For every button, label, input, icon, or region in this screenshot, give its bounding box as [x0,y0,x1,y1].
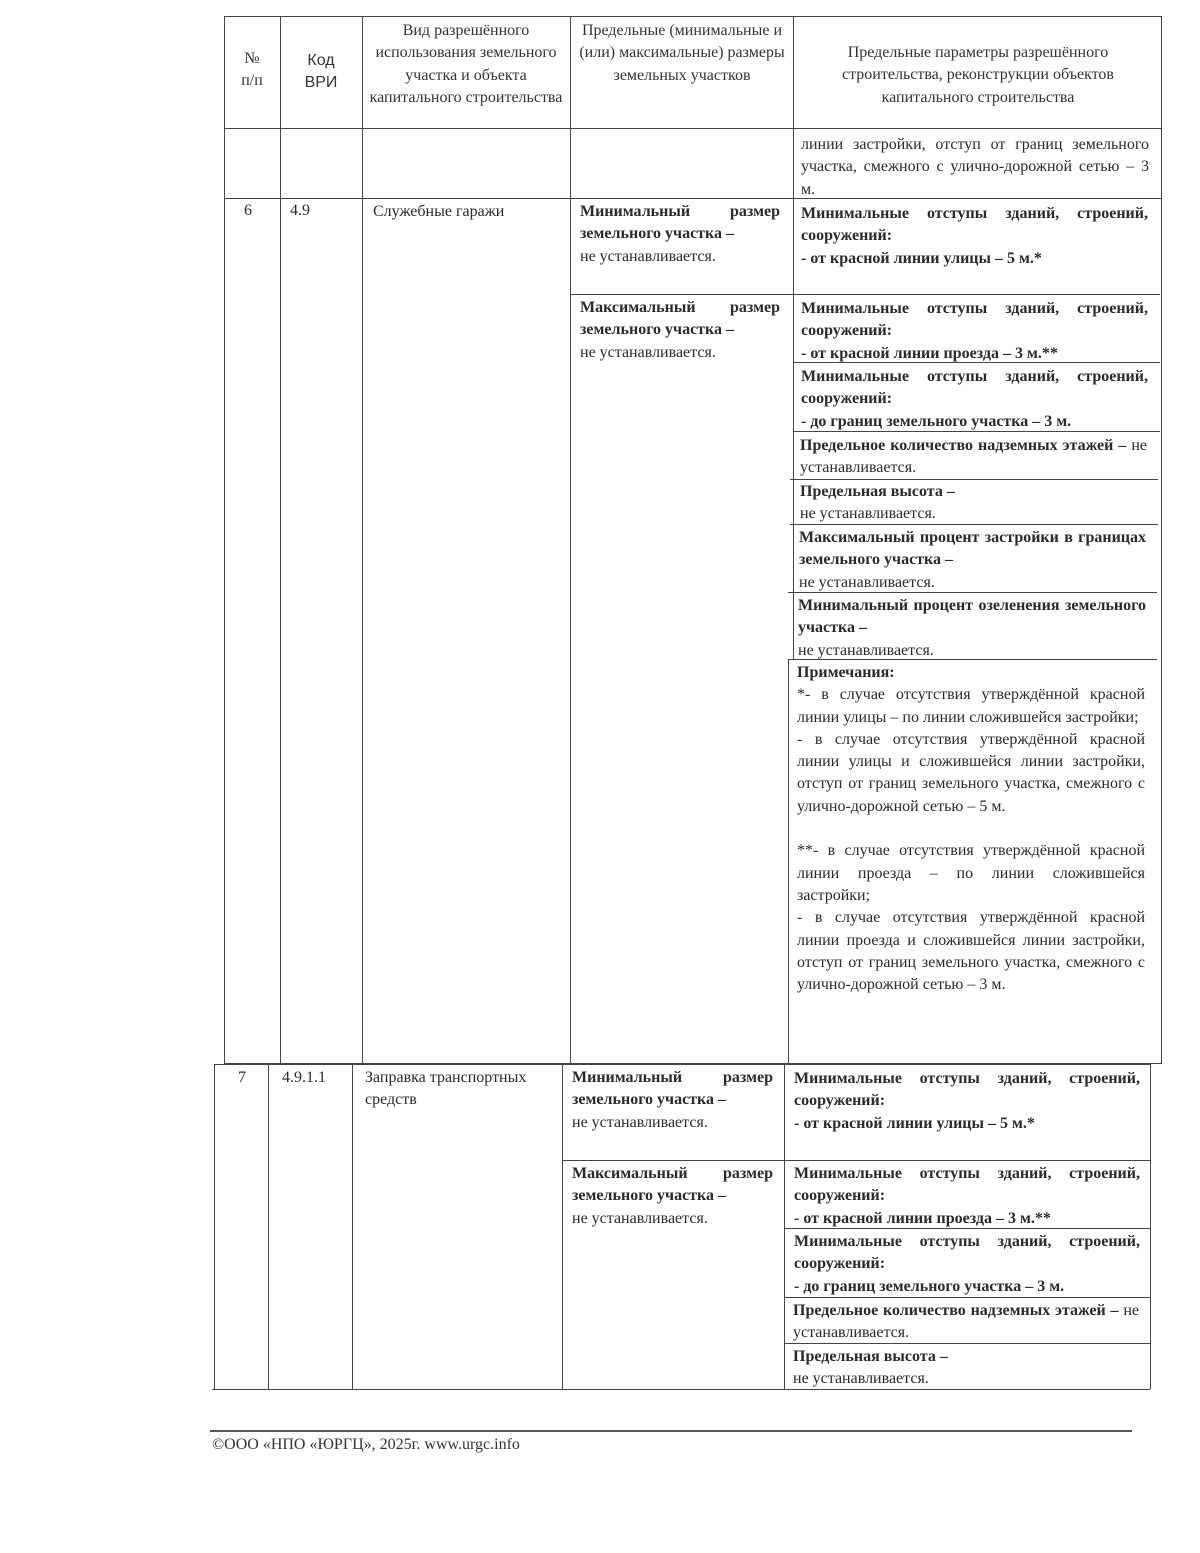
grid-hline [793,431,1160,432]
row6-p1 [801,203,1148,270]
grid-hline [562,1160,784,1161]
note-4: - в случае отсутствия утверждённой красной линии проезда и сложившейся линии застройки, отступ от границ земельного участка, смежного с улично-дорожной сетью – 3 м. [797,909,1145,994]
grid-vline [793,16,794,659]
grid-hline [784,1160,1150,1161]
grid-vline [570,16,571,1064]
row7-p1-title: Минимальные отступы зданий, строений, сооружений: [794,1070,1140,1110]
header-num: № п/п [241,50,263,90]
row7-size-min-title: Минимальный размер земельного участка – [572,1069,773,1109]
row6-size-max [580,297,780,364]
row7-num: 7 [238,1069,246,1086]
note-3: **- в случае отсутствия утверждённой красной линии проезда – по линии сложившейся застройки; [797,842,1145,904]
row7-size-min [572,1067,773,1134]
grid-vline [562,1064,563,1389]
row6-p6-value: не устанавливается. [799,573,935,591]
row6-p4 [800,435,1147,480]
row6-p2 [801,298,1148,365]
row6-p7-value: не устанавливается. [798,641,934,659]
grid-vline [268,1064,269,1389]
row7-code: 4.9.1.1 [282,1069,326,1086]
row6-use: Служебные гаражи [373,203,505,220]
grid-hline [212,1389,1150,1390]
row6-p3-title: Минимальные отступы зданий, строений, сооружений: [801,368,1148,408]
row7-use: Заправка транспортных средств [365,1069,527,1109]
row6-size-min-title: Минимальный размер земельного участка – [580,203,780,243]
row7-p1-value: - от красной линии улицы – 5 м.* [794,1114,1035,1132]
row6-p5-value: не устанавливается. [800,505,936,523]
row6-p2-title: Минимальные отступы зданий, строений, сооружений: [801,300,1148,340]
note-spacer [797,818,1145,840]
row7-p3-title: Минимальные отступы зданий, строений, сооружений: [794,1233,1140,1273]
row7-p3 [794,1231,1140,1298]
row6-size-min-value: не устанавливается. [580,247,716,265]
row7-p1 [794,1068,1140,1135]
row6-size-max-value: не устанавливается. [580,343,716,361]
row6-p3 [801,366,1148,433]
row7-p4 [793,1300,1139,1345]
row6-p7-title: Минимальный процент озеленения земельного участка – [798,597,1146,637]
header-params: Предельные параметры разрешённого строительства, реконструкции объектов капитального строительства [842,44,1114,106]
grid-hline [224,198,1162,199]
grid-hline [784,1297,1150,1298]
grid-vline [214,1064,215,1389]
grid-vline [784,1064,785,1389]
row6-p2-value: - от красной линии проезда – 3 м.** [801,344,1058,362]
grid-vline [788,659,789,1064]
grid-vline [352,1064,353,1389]
grid-vline [362,16,363,1064]
row6-p4-value: не устанавливается. [800,437,1147,477]
row6-p1-title: Минимальные отступы зданий, строений, сооружений: [801,205,1148,245]
row6-size-min [580,201,780,268]
grid-hline [788,592,1157,593]
note-2: - в случае отсутствия утверждённой красной линии улицы и сложившейся линии застройки, отступ от границ земельного участка, смежного с улично-дорожной сетью – 5 м. [797,730,1145,815]
header-size: Предельные (минимальные и (или) максимальные) размеры земельных участков [579,22,785,84]
row6-p4-title: Предельное количество надземных этажей – [800,437,1127,454]
row7-p2 [794,1163,1140,1230]
row6-p3-value: - до границ земельного участка – 3 м. [801,412,1072,430]
grid-vline [1150,1064,1151,1389]
row7-size-min-value: не устанавливается. [572,1113,708,1131]
row7-p2-title: Минимальные отступы зданий, строений, сооружений: [794,1165,1140,1205]
footer-copyright: ©ООО «НПО «ЮРГЦ», 2025г. www.urgc.info [212,1436,520,1453]
grid-vline [280,16,281,1064]
carry-over-text: линии застройки, отступ от границ земельного участка, смежного с улично-дорожной сетью – 3 м. [801,136,1149,198]
row7-size-max [572,1163,773,1230]
grid-hline [570,294,793,295]
grid-hline [214,1064,1150,1065]
row6-notes [797,662,1145,996]
row7-p4-value: не устанавливается. [793,1302,1140,1342]
row6-p5-title: Предельная высота – [800,483,955,500]
grid-hline [793,294,1160,295]
row7-p4-title: Предельное количество надземных этажей – [793,1302,1119,1319]
row7-p5-title: Предельная высота – [793,1348,948,1365]
notes-title: Примечания: [797,664,895,681]
row7-p2-value: - от красной линии проезда – 3 м.** [794,1209,1051,1227]
footer-rule [210,1430,1132,1432]
row6-num: 6 [244,202,252,219]
row6-size-max-title: Максимальный размер земельного участка – [580,299,780,339]
grid-hline [784,1343,1150,1344]
row6-p5 [800,481,1147,526]
row7-size-max-title: Максимальный размер земельного участка – [572,1165,773,1205]
row6-code: 4.9 [290,202,310,219]
grid-hline [790,479,1158,480]
row6-p1-value: - от красной линии улицы – 5 м.* [801,249,1042,267]
grid-hline [788,659,1157,660]
row7-p3-value: - до границ земельного участка – 3 м. [794,1277,1065,1295]
row6-p6-title: Максимальный процент застройки в границах земельного участка – [799,529,1146,569]
row6-p6 [799,527,1146,594]
grid-hline [793,362,1160,363]
note-1: *- в случае отсутствия утверждённой красной линии улицы – по линии сложившейся застройки; [797,686,1145,726]
row7-p5-value: не устанавливается. [793,1370,929,1388]
row7-p5 [793,1346,1139,1391]
row7-size-max-value: не устанавливается. [572,1209,708,1227]
header-use: Вид разрешённого использования земельного участка и объекта капитального строительства [369,22,563,106]
header-code: Код ВРИ [304,52,338,92]
row6-p7 [798,595,1146,662]
grid-hline [790,524,1158,525]
grid-hline [784,1228,1150,1229]
grid-hline [224,128,1162,129]
grid-vline [1161,16,1162,1064]
